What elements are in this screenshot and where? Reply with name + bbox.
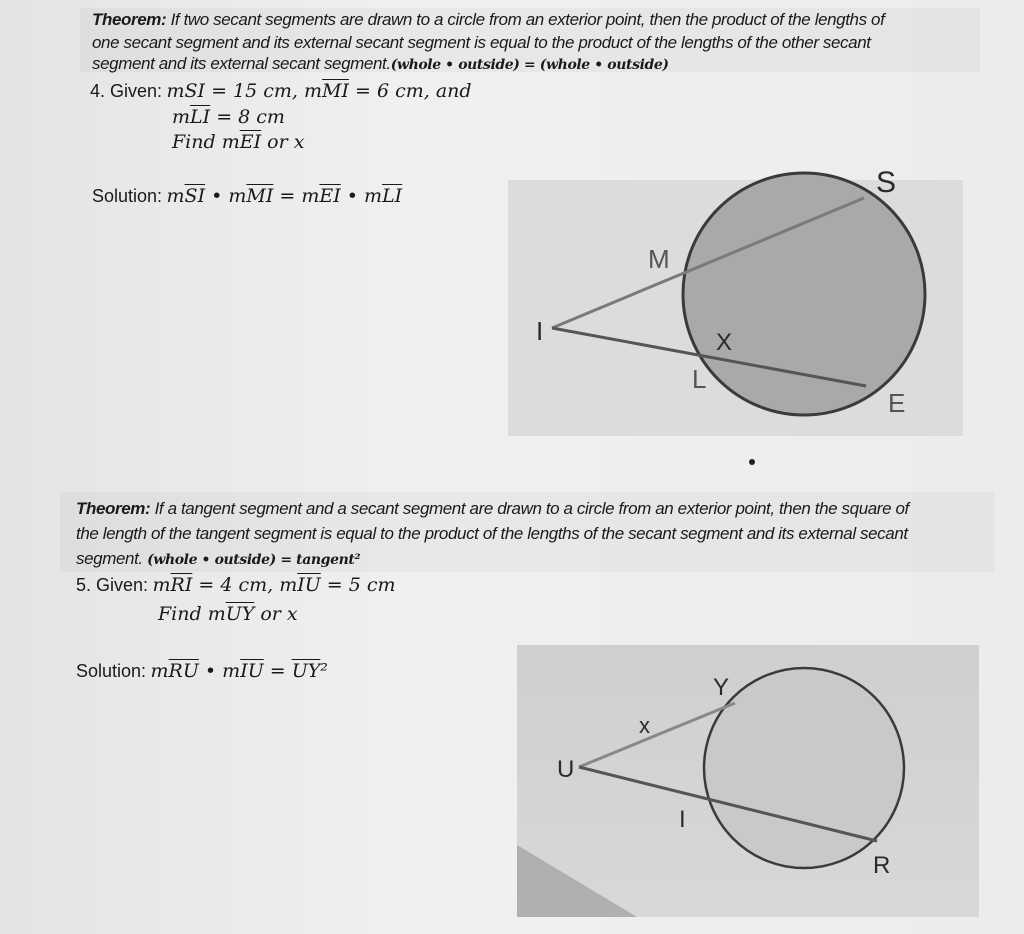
solution4-si: $\overline{SI}$ [184, 185, 206, 207]
solution4-mi: $\overline{MI}$ [246, 185, 274, 207]
find4-ei-segment: $\overline{EI}$ [239, 131, 262, 153]
given5-mid: = 4 cm, m [192, 574, 298, 596]
find5-suffix: or x [254, 603, 298, 625]
figure1-label-l: L [692, 364, 707, 394]
find5-prefix: Find m [158, 603, 226, 625]
solution5-sq: ² [320, 660, 328, 682]
figure-two-secants [508, 160, 968, 438]
figure2-label-r: R [873, 852, 891, 879]
given5-label: 5. Given: [76, 575, 149, 595]
theorem2-formula: (whole • outside) = tangent² [147, 552, 361, 568]
figure1-circle [683, 173, 925, 415]
solution5-label: Solution: [76, 661, 147, 681]
given4-li-segment: $\overline{LI}$ [190, 106, 211, 128]
figure2-label-i: I [679, 806, 686, 833]
given4-mi-segment: $\overline{MI}$ [322, 80, 349, 102]
theorem1-text-2: one secant segment and its external secant segment is equal to the product of the lengths of the other secant [92, 33, 871, 52]
given4-value-2: = 6 cm, and [348, 80, 472, 102]
given4-msi [167, 80, 206, 102]
theorem1-text-1: If two secant segments are drawn to a circle from an exterior point, then the product of the lengths of [170, 10, 885, 29]
theorem2-text-2: the length of the tangent segment is equal to the product of the lengths of the secant segment and its external secant [76, 524, 908, 543]
figure1-label-i: I [536, 316, 544, 346]
figure1-label-x: X [716, 329, 733, 356]
theorem2-line1 [76, 499, 909, 519]
pen-dot [749, 459, 755, 465]
figure-tangent-secant [517, 645, 979, 917]
given4-msi-text: mSI [166, 80, 206, 102]
figure1-label-e: E [888, 388, 906, 418]
given4-value-1: = 15 cm, m [205, 80, 323, 102]
theorem1-line1 [92, 10, 884, 30]
find4-suffix: or x [261, 131, 305, 153]
theorem2-label: Theorem: [76, 499, 151, 518]
solution4-m4: • m [340, 185, 383, 207]
given4-line1 [90, 80, 472, 102]
given5-ri: $\overline{RI}$ [170, 574, 193, 596]
theorem1-text-3: segment and its external secant segment. [92, 54, 391, 73]
figure1-label-m: M [648, 244, 670, 274]
theorem1-line3 [92, 54, 669, 75]
theorem2-line3 [76, 549, 360, 570]
figure2-label-x: x [639, 713, 650, 738]
solution5-iu: $\overline{IU}$ [240, 660, 264, 682]
solution4-m2: • m [205, 185, 247, 207]
solution5-line [76, 660, 328, 682]
solution5-ru: $\overline{RU}$ [168, 660, 199, 682]
solution4-line [92, 185, 402, 207]
figure2-label-y: Y [713, 674, 730, 701]
given5-m1: m [152, 574, 171, 596]
given4-m-prefix: m [172, 106, 191, 128]
find5-uy: $\overline{UY}$ [225, 603, 255, 625]
given4-label: 4. Given: [90, 81, 163, 101]
given5-iu: $\overline{IU}$ [297, 574, 321, 596]
theorem2-text-1: If a tangent segment and a secant segment are drawn to a circle from an exterior point, then the square of [154, 499, 909, 518]
solution5-m2: • m [198, 660, 241, 682]
solution5-uy: $\overline{UY}$ [291, 660, 321, 682]
solution4-m3: = m [273, 185, 320, 207]
solution5-eq: = [263, 660, 292, 682]
theorem2-text-3: segment. [76, 549, 143, 568]
figure2-label-u: U [557, 756, 575, 783]
given5-end: = 5 cm [320, 574, 396, 596]
solution4-li: $\overline{LI}$ [382, 185, 403, 207]
theorem1-label: Theorem: [92, 10, 167, 29]
find5-line [158, 603, 298, 625]
find4-line [172, 131, 304, 153]
given4-li-value: = 8 cm [210, 106, 285, 128]
figure1-label-s: S [876, 166, 897, 199]
theorem1-line2 [92, 33, 871, 53]
figure2-circle [704, 668, 904, 868]
solution4-ei: $\overline{EI}$ [319, 185, 341, 207]
solution5-m1: m [150, 660, 169, 682]
find4-prefix: Find m [172, 131, 240, 153]
given5-line [76, 574, 396, 596]
given4-line2 [172, 106, 285, 128]
theorem1-formula: (whole • outside) = (whole • outside) [390, 57, 669, 73]
solution4-m1: m [166, 185, 185, 207]
solution4-label: Solution: [92, 186, 163, 206]
theorem2-line2 [76, 524, 908, 544]
